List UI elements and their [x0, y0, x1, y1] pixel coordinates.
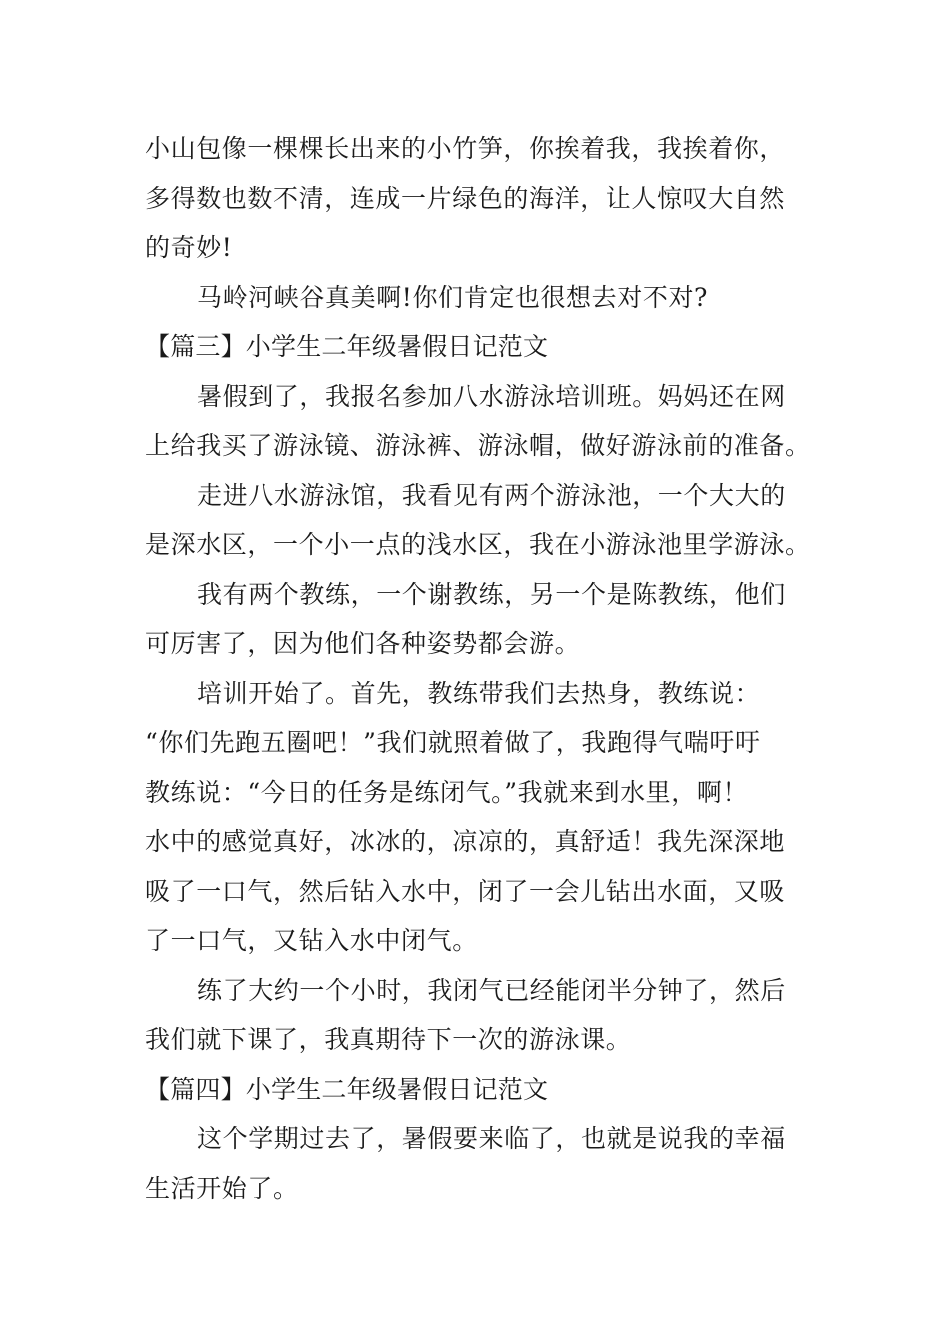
- text-line: 的奇妙!: [145, 233, 233, 262]
- text-line: 这个学期过去了，暑假要来临了，也就是说我的幸福: [197, 1124, 786, 1153]
- text-line: 可厉害了，因为他们各种姿势都会游。: [145, 629, 581, 658]
- text-line: 水中的感觉真好，冰冰的，凉凉的，真舒适！我先深深地: [145, 827, 786, 856]
- text-line: 了一口气，又钻入水中闭气。: [145, 926, 478, 955]
- text-line: 走进八水游泳馆，我看见有两个游泳池，一个大大的: [197, 480, 786, 510]
- text-line: 教练说：“今日的任务是练闭气。”我就来到水里，啊！: [145, 777, 749, 807]
- text-line: 吸了一口气，然后钻入水中，闭了一会儿钻出水面，又吸: [145, 876, 786, 906]
- text-line: “你们先跑五圈吧！”我们就照着做了，我跑得气喘吁吁: [145, 728, 761, 757]
- text-line: 多得数也数不清，连成一片绿色的海洋，让人惊叹大自然: [145, 183, 786, 213]
- text-line: 培训开始了。首先，教练带我们去热身，教练说：: [197, 678, 761, 708]
- text-line: 练了大约一个小时，我闭气已经能闭半分钟了，然后: [197, 975, 786, 1005]
- text-line: 生活开始了。: [145, 1173, 299, 1203]
- text-line: 我有两个教练，一个谢教练，另一个是陈教练，他们: [197, 579, 786, 609]
- text-line: 上给我买了游泳镜、游泳裤、游泳帽，做好游泳前的准备。: [145, 431, 811, 460]
- document-body: [145, 124, 810, 1213]
- section-heading: 【篇四】小学生二年级暑假日记范文: [145, 1074, 549, 1104]
- section-heading: 【篇三】小学生二年级暑假日记范文: [145, 332, 549, 361]
- text-line: 小山包像一棵棵长出来的小竹笋，你挨着我，我挨着你，: [145, 134, 786, 163]
- text-line: 暑假到了，我报名参加八水游泳培训班。妈妈还在网: [197, 381, 786, 411]
- text-line: 我们就下课了，我真期待下一次的游泳课。: [145, 1025, 632, 1054]
- text-line: 马岭河峡谷真美啊!你们肯定也很想去对不对?: [197, 282, 709, 312]
- text-line: 是深水区，一个小一点的浅水区，我在小游泳池里学游泳。: [145, 530, 811, 559]
